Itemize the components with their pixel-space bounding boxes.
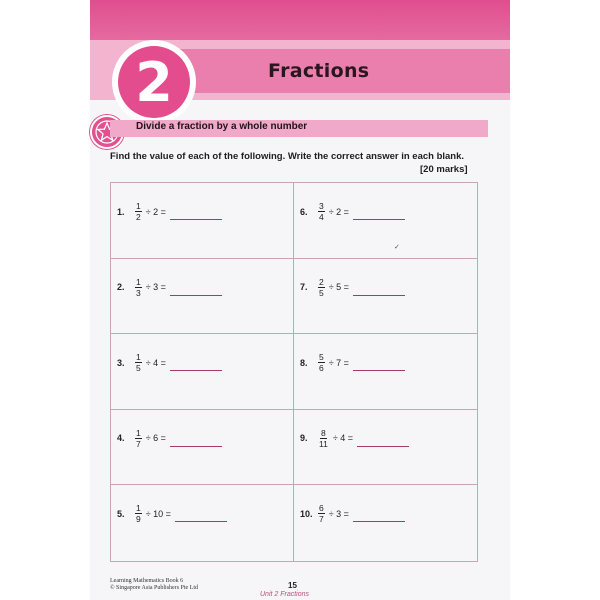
divisor-expression: ÷ 6 =	[145, 433, 166, 444]
question	[300, 277, 405, 298]
divisor-expression: ÷ 7 =	[328, 357, 349, 368]
question-number: 1.	[117, 206, 125, 217]
divisor-expression: ÷ 4 =	[332, 433, 354, 444]
question-cell	[294, 183, 477, 259]
fraction	[318, 201, 325, 222]
answer-blank[interactable]	[170, 209, 222, 220]
answer-blank[interactable]	[353, 511, 405, 522]
question-number: 8.	[300, 357, 308, 368]
denominator: 6	[319, 363, 324, 374]
denominator: 7	[319, 514, 324, 525]
divisor-expression: ÷ 10 =	[145, 508, 171, 519]
question-number: 6.	[300, 206, 308, 217]
question-cell	[111, 410, 294, 486]
question-cell	[111, 334, 294, 410]
denominator: 5	[319, 287, 324, 298]
question-number: 7.	[300, 282, 308, 293]
unit-title: Fractions	[268, 60, 370, 82]
question-number: 9.	[300, 433, 308, 444]
answer-blank[interactable]	[357, 436, 409, 447]
question-cell	[294, 259, 477, 335]
question	[300, 428, 409, 449]
question	[117, 428, 222, 449]
question-cell	[294, 410, 477, 486]
question	[300, 201, 405, 222]
denominator: 9	[136, 514, 141, 525]
question-cell	[111, 485, 294, 561]
unit-footer-label: Unit 2 Fractions	[260, 591, 310, 598]
numerator: 1	[136, 201, 141, 211]
answer-blank[interactable]	[353, 285, 405, 296]
numerator: 8	[321, 427, 326, 438]
page-number: 15	[288, 581, 297, 590]
question-cell	[294, 485, 477, 561]
denominator: 5	[136, 363, 141, 374]
fraction	[135, 352, 142, 373]
question-cell	[111, 259, 294, 335]
unit-number: 2	[118, 46, 190, 118]
fraction	[318, 352, 325, 373]
denominator: 4	[319, 212, 324, 222]
question-number: 10.	[300, 508, 313, 519]
answer-blank[interactable]	[353, 209, 405, 220]
answer-blank[interactable]	[170, 360, 222, 371]
footer-credits	[110, 578, 198, 592]
denominator: 3	[136, 287, 141, 298]
denominator: 11	[319, 438, 328, 449]
answer-blank[interactable]	[353, 360, 405, 371]
divisor-expression: ÷ 3 =	[145, 282, 166, 293]
numerator: 1	[136, 276, 141, 287]
instruction-text: Find the value of each of the following. Write the correct answer in each blank.	[110, 151, 465, 162]
answer-blank[interactable]	[170, 285, 222, 296]
question-number: 2.	[117, 282, 125, 293]
question-number: 4.	[117, 433, 125, 444]
question	[117, 503, 227, 524]
divisor-expression: ÷ 2 =	[145, 206, 166, 217]
unit-banner	[90, 40, 510, 114]
divisor-expression: ÷ 2 =	[328, 206, 349, 217]
section-header	[110, 120, 488, 137]
answer-blank[interactable]	[170, 436, 222, 447]
pencil-mark: ✓	[394, 244, 400, 251]
publisher-credit: © Singapore Asia Publishers Pte Ltd	[110, 585, 199, 591]
fraction	[135, 277, 142, 298]
question	[300, 352, 405, 373]
section-title: Divide a fraction by a whole number	[136, 121, 308, 132]
fraction	[135, 428, 142, 449]
numerator: 2	[319, 276, 324, 287]
question	[117, 352, 222, 373]
question-cell	[111, 183, 294, 259]
numerator: 1	[136, 427, 141, 438]
fraction	[135, 201, 142, 222]
book-title: Learning Mathematics Book 6	[110, 578, 184, 584]
question	[117, 277, 222, 298]
divisor-expression: ÷ 3 =	[328, 508, 349, 519]
numerator: 6	[319, 503, 324, 514]
divisor-expression: ÷ 5 =	[328, 282, 349, 293]
question	[117, 201, 222, 222]
fraction	[318, 428, 329, 449]
question	[300, 503, 405, 524]
fraction	[318, 503, 325, 524]
question-number: 5.	[117, 508, 125, 519]
fraction	[318, 277, 325, 298]
numerator: 3	[319, 201, 324, 211]
question-number: 3.	[117, 357, 125, 368]
divisor-expression: ÷ 4 =	[145, 357, 166, 368]
answer-blank[interactable]	[175, 511, 227, 522]
numerator: 1	[136, 503, 141, 514]
worksheet-page	[90, 0, 510, 600]
fraction	[135, 503, 142, 524]
denominator: 7	[136, 438, 141, 449]
marks-label: [20 marks]	[420, 164, 468, 175]
denominator: 2	[136, 212, 141, 222]
question-grid	[110, 182, 478, 562]
top-color-band	[90, 0, 510, 40]
numerator: 1	[136, 352, 141, 363]
numerator: 5	[319, 352, 324, 363]
question-cell	[294, 334, 477, 410]
